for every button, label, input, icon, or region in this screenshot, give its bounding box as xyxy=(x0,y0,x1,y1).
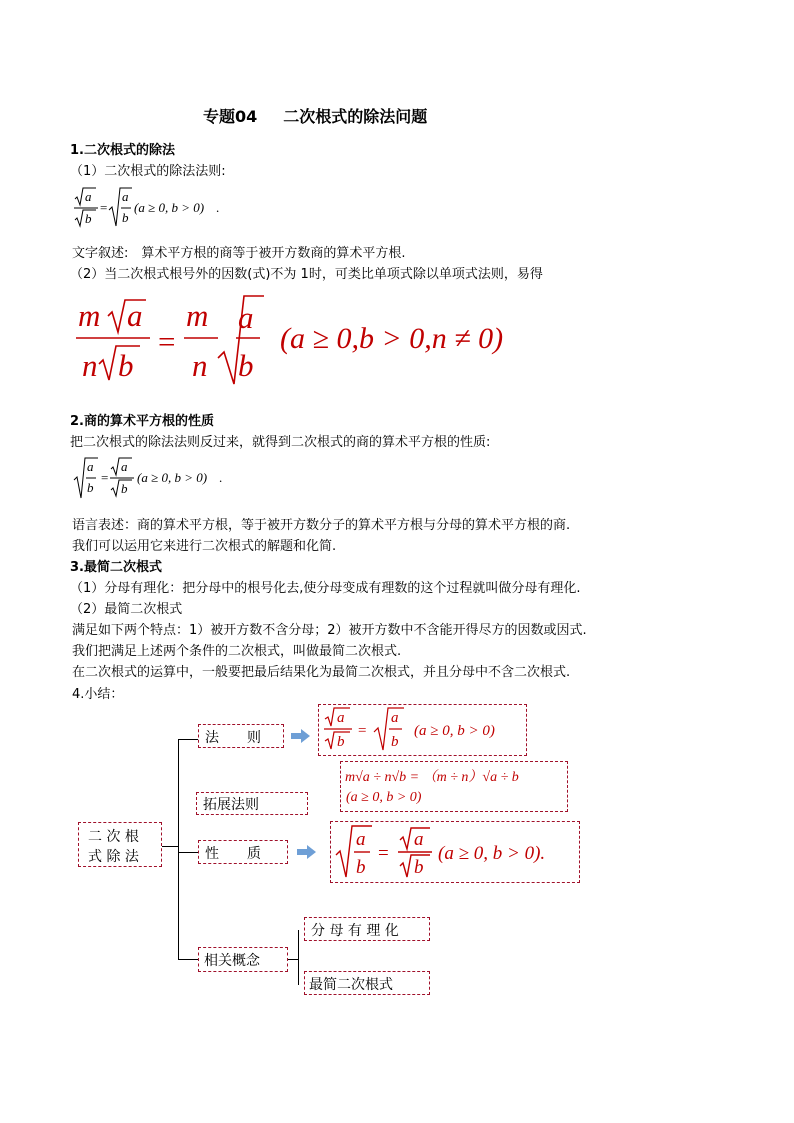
svg-text:a: a xyxy=(85,189,92,204)
page-title xyxy=(203,104,427,127)
section2-p1: 把二次根式的除法法则反过来，就得到二次根式的商的算术平方根的性质: xyxy=(70,435,491,450)
svg-text:b: b xyxy=(238,348,254,383)
branch-line-prop xyxy=(178,852,198,853)
svg-text:b: b xyxy=(87,480,94,495)
main-vertical-bracket xyxy=(178,739,179,960)
svg-text:a: a xyxy=(122,189,129,204)
svg-text:a: a xyxy=(337,710,345,726)
formula1-condition: (a ≥ 0, b > 0) xyxy=(134,200,205,215)
svg-text:b: b xyxy=(85,211,92,226)
section1-p2-text: 算术平方根的商等于被开方数商的算术平方根. xyxy=(141,246,406,261)
section4-heading: 4.小结： xyxy=(72,687,124,702)
section3-p4: 我们把满足上述两个条件的二次根式，叫做最简二次根式. xyxy=(72,644,402,659)
svg-text:a: a xyxy=(121,459,128,474)
section1-p2-label: 文字叙述: xyxy=(72,246,129,261)
rule-condition: (a ≥ 0, b > 0) xyxy=(414,723,495,739)
svg-text:b: b xyxy=(391,734,399,750)
branch-label-ext: 拓展法则 xyxy=(203,797,259,813)
rule-formula xyxy=(322,706,524,754)
ext-condition: (a ≥ 0, b > 0) xyxy=(346,790,422,805)
svg-text:=: = xyxy=(158,324,176,359)
formula1-end: . xyxy=(216,200,220,215)
svg-text:=: = xyxy=(358,723,367,739)
prop-formula xyxy=(334,823,578,881)
root-connector xyxy=(162,846,178,847)
svg-text:a: a xyxy=(414,829,424,850)
ext-formula-line1 xyxy=(345,766,519,786)
svg-text:a: a xyxy=(127,298,143,333)
svg-text:b: b xyxy=(356,857,366,878)
root-label-line1: 二 次 根 xyxy=(88,829,139,845)
svg-text:b: b xyxy=(118,348,134,383)
section3-p2: （2）最简二次根式 xyxy=(70,602,183,617)
svg-text:a: a xyxy=(356,829,366,850)
formula2-condition: (a ≥ 0, b > 0) xyxy=(137,470,208,485)
root-label-line2: 式 除 法 xyxy=(88,849,139,865)
prop-condition: (a ≥ 0, b > 0). xyxy=(438,843,546,864)
section1-p2 xyxy=(72,242,406,261)
svg-text:b: b xyxy=(414,857,424,878)
ext-formula-right: （m ÷ n）√a ÷ b xyxy=(422,770,519,785)
svg-text:b: b xyxy=(122,210,129,225)
section1-heading: 1.二次根式的除法 xyxy=(70,143,175,158)
section3-p3: 满足如下两个特点：1）被开方数不含分母；2）被开方数中不含能开得尽方的因数或因式. xyxy=(72,623,587,638)
section3-p1: （1）分母有理化：把分母中的根号化去,使分母变成有理数的这个过程就叫做分母有理化. xyxy=(70,581,581,596)
title-sub: 二次根式的除法问题 xyxy=(283,107,428,126)
section3-p5: 在二次根式的运算中，一般要把最后结果化为最简二次根式，并且分母中不含二次根式. xyxy=(72,665,571,680)
sub-label-rationalize: 分 母 有 理 化 xyxy=(311,923,399,939)
related-connector xyxy=(288,959,298,960)
svg-text:=: = xyxy=(100,200,108,215)
arrow-prop-icon xyxy=(296,843,318,861)
title-main: 专题04 xyxy=(203,107,258,126)
svg-text:n: n xyxy=(192,348,208,383)
section2-heading: 2.商的算术平方根的性质 xyxy=(70,414,214,429)
svg-text:a: a xyxy=(391,710,399,726)
ext-formula-left: m√a ÷ n√b = xyxy=(345,770,420,785)
branch-line-related xyxy=(178,959,198,960)
svg-text:n: n xyxy=(82,348,98,383)
related-vertical-bracket xyxy=(298,930,299,985)
sub-label-simplest: 最简二次根式 xyxy=(309,977,393,993)
svg-text:=: = xyxy=(378,843,389,864)
division-rule-formula xyxy=(72,186,302,230)
branch-label-related: 相关概念 xyxy=(204,953,260,969)
branch-label-prop: 性 质 xyxy=(205,846,261,862)
svg-text:a: a xyxy=(238,300,254,335)
branch-line-rule xyxy=(178,739,198,740)
quotient-property-formula xyxy=(72,456,302,502)
branch-label-rule: 法 则 xyxy=(205,730,261,746)
formula2-end: . xyxy=(219,470,223,485)
svg-text:m: m xyxy=(186,298,209,333)
extended-division-formula xyxy=(74,290,534,390)
section2-p2: 语言表述：商的算术平方根，等于被开方数分子的算术平方根与分母的算术平方根的商. xyxy=(72,518,571,533)
section3-heading: 3.最简二次根式 xyxy=(70,560,162,575)
svg-text:b: b xyxy=(121,481,128,496)
arrow-rule-icon xyxy=(290,727,312,745)
svg-text:a: a xyxy=(87,459,94,474)
section2-p3: 我们可以运用它来进行二次根式的解题和化简. xyxy=(72,539,337,554)
svg-text:=: = xyxy=(101,470,109,485)
section1-p1: （1）二次根式的除法法则: xyxy=(70,164,226,179)
big-formula-condition: (a ≥ 0,b > 0,n ≠ 0) xyxy=(280,322,504,355)
svg-text:m: m xyxy=(78,298,101,333)
section1-p3: （2）当二次根式根号外的因数(式)不为 1时，可类比单项式除以单项式法则，易得 xyxy=(70,267,543,282)
svg-text:b: b xyxy=(337,734,345,750)
